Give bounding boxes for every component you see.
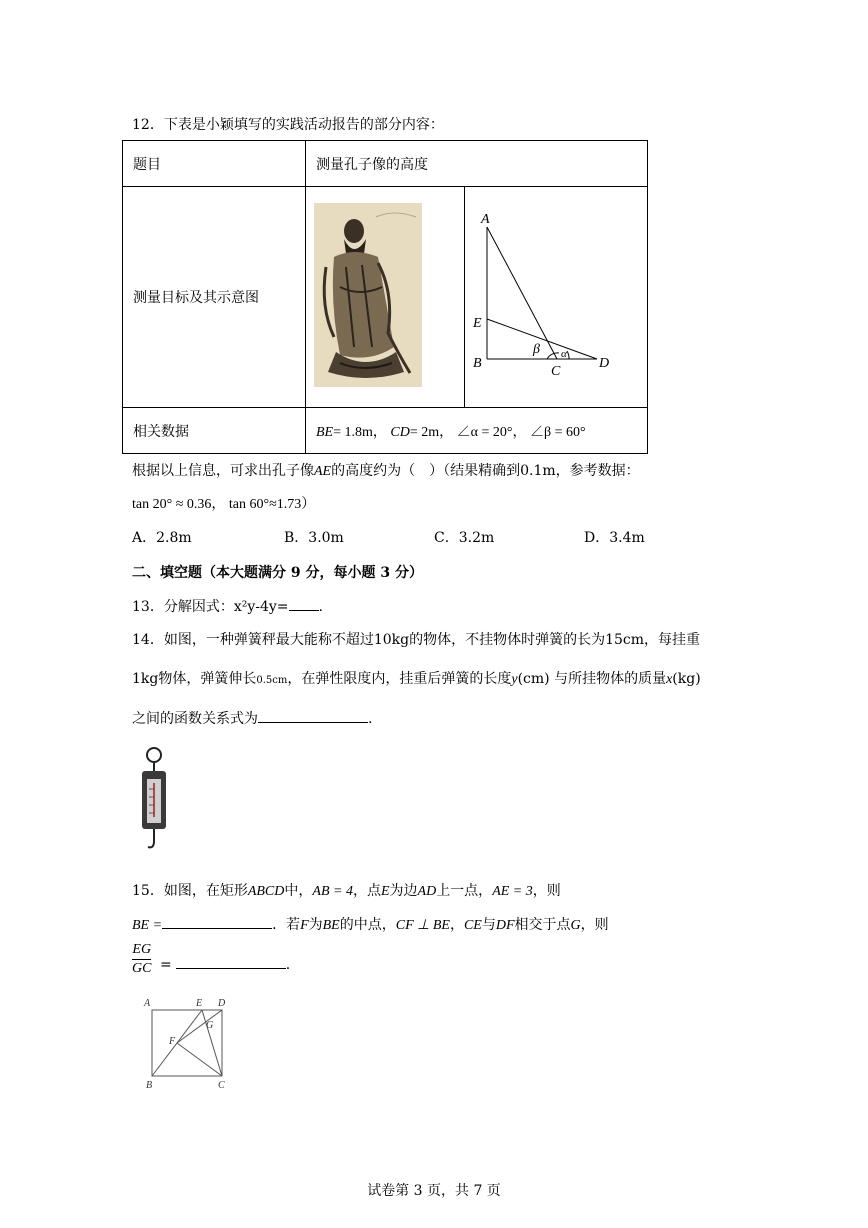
q15-blank-ratio	[176, 954, 286, 969]
q12-stem: 12．下表是小颖填写的实践活动报告的部分内容：	[132, 117, 444, 133]
row2-label: 测量目标及其示意图	[123, 187, 306, 408]
rect-label-D: D	[218, 998, 226, 1009]
q14-blank	[258, 708, 368, 723]
section2-title: 二、填空题（本大题满分 9 分，每小题 3 分）	[132, 565, 423, 581]
label-C: C	[551, 364, 561, 379]
q15-blank-be	[162, 914, 272, 929]
label-D: D	[599, 356, 610, 371]
confucius-statue-image	[306, 187, 464, 403]
confucius-image-cell	[306, 187, 465, 408]
q14-line1: 14．如图，一种弹簧秤最大能称不超过10kg的物体，不挂物体时弹簧的长为15cm，每挂重	[132, 632, 701, 648]
q15-line3: = .	[160, 954, 290, 973]
label-A: A	[481, 212, 490, 227]
label-beta: β	[533, 342, 540, 357]
page-footer: 试卷第 3 页，共 7 页	[367, 1183, 501, 1199]
q14-line2: 1kg物体，弹簧伸长0.5cm，在弹性限度内，挂重后弹簧的长度y(cm) 与所挂物体的质量x(kg)	[132, 671, 701, 687]
rect-label-G: G	[206, 1020, 214, 1031]
option-a: A．2.8m	[132, 530, 192, 546]
related-data: BE= 1.8m， CD= 2m， ∠α = 20°， ∠β = 60°	[306, 408, 648, 454]
option-b: B．3.0m	[284, 530, 344, 546]
option-d: D．3.4m	[584, 530, 645, 546]
triangle-diagram-cell	[465, 187, 648, 408]
q15-fraction: EG GC	[132, 942, 152, 976]
report-table	[122, 140, 648, 454]
q15-line1: 15．如图，在矩形ABCD中，AB = 4，点E为边AD上一点，AE = 3，则	[132, 883, 561, 899]
q15-line2: BE = ．若F为BE的中点，CF ⊥ BE，CE与DF相交于点G，则	[132, 914, 609, 934]
row1-label: 题目	[123, 141, 306, 187]
rect-label-F: F	[169, 1036, 176, 1047]
q13: 13．分解因式：x²y-4y= .	[132, 596, 323, 616]
rect-label-B: B	[146, 1080, 153, 1091]
rectangle-diagram	[140, 996, 232, 1092]
q12-question-line1: 根据以上信息，可求出孔子像AE的高度约为（ ）（结果精确到0.1m，参考数据：	[132, 463, 640, 479]
label-alpha: α	[561, 348, 567, 360]
q13-blank	[289, 596, 319, 611]
q14-line3: 之间的函数关系式为 .	[132, 708, 372, 728]
rect-label-E: E	[196, 998, 203, 1009]
row3-label: 相关数据	[123, 408, 306, 454]
label-B: B	[473, 356, 482, 371]
option-c: C．3.2m	[434, 530, 495, 546]
triangle-diagram	[465, 187, 647, 403]
label-E: E	[473, 316, 482, 331]
rect-label-C: C	[218, 1080, 225, 1091]
row1-value: 测量孔子像的高度	[306, 141, 648, 187]
spring-scale-image	[128, 745, 178, 857]
q12-question-line2: tan 20° ≈ 0.36， tan 60°≈1.73）	[132, 497, 316, 512]
rect-label-A: A	[144, 998, 151, 1009]
